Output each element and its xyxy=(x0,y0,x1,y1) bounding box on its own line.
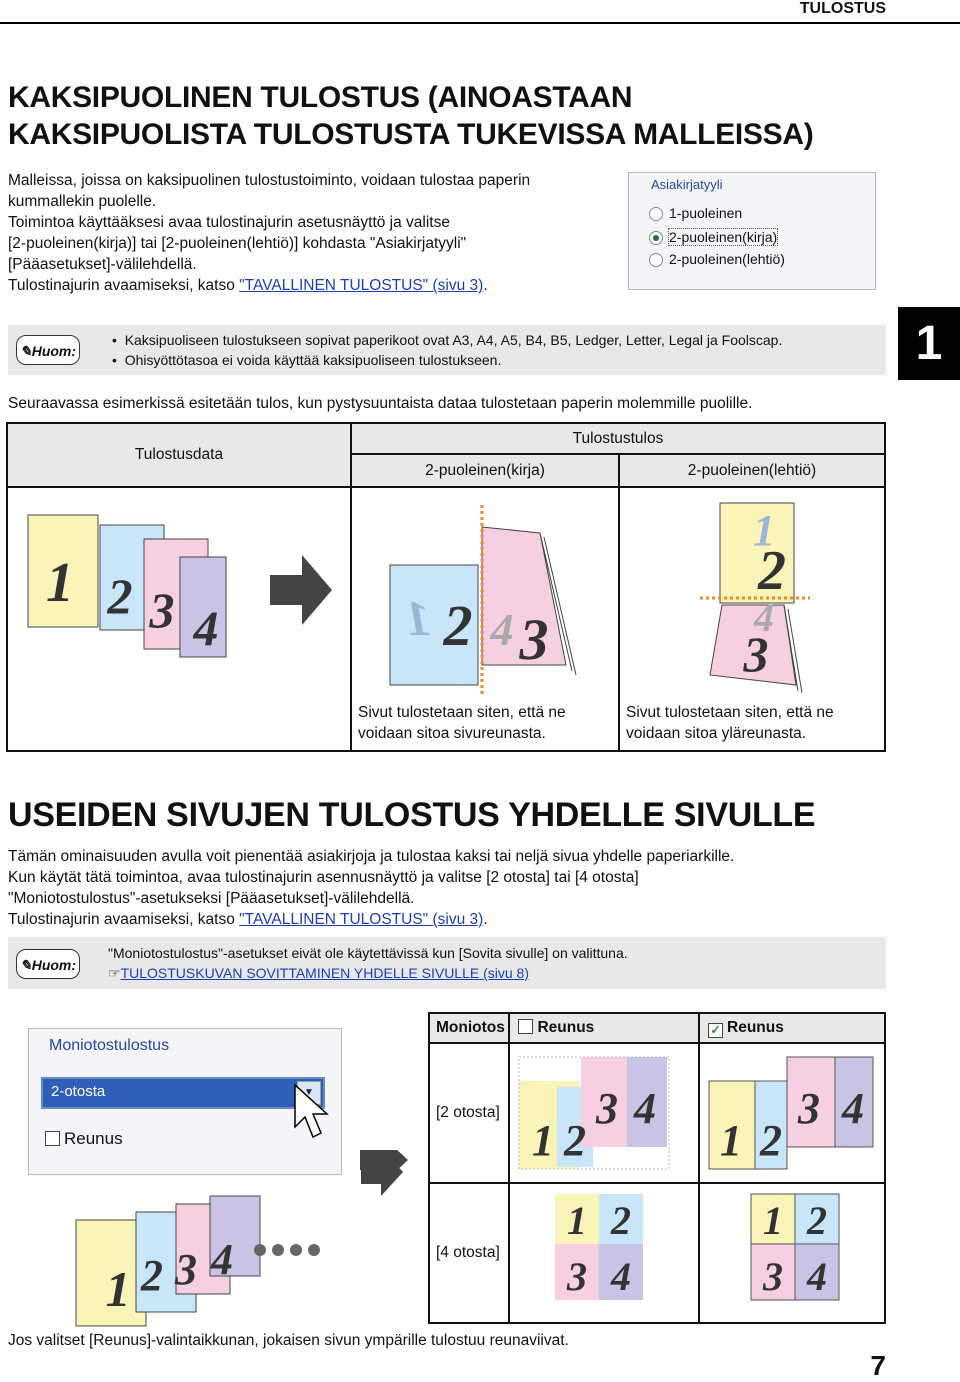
page-digit-1: 1 xyxy=(46,552,74,614)
duplex-title-line1: KAKSIPUOLINEN TULOSTUS (AINOASTAAN xyxy=(8,81,633,114)
svg-text:4: 4 xyxy=(211,1235,233,1284)
source-pages xyxy=(28,515,226,657)
caption-line: Sivut tulostetaan siten, että ne xyxy=(626,704,834,721)
svg-text:2: 2 xyxy=(141,1251,163,1300)
radio-two-sided-tablet[interactable] xyxy=(649,251,785,267)
two-up-no-border xyxy=(509,1043,699,1183)
checkbox-label: Reunus xyxy=(64,1129,123,1148)
nup-note-line: "Moniotostulostus"-asetukset eivät ole käytettävissä kun [Sovita sivulle] on valittuna. xyxy=(108,945,628,961)
nup-select[interactable] xyxy=(41,1077,325,1109)
col-n-up: Moniotos xyxy=(429,1013,509,1043)
note-bullet: • Ohisyöttötasoa ei voida käyttää kaksipuoliseen tulostukseen. xyxy=(112,352,502,368)
arrow-icon xyxy=(270,555,332,625)
page-digit-4: 4 xyxy=(193,600,219,656)
nup-note-ref xyxy=(108,963,628,983)
note-pencil-icon: ✎ xyxy=(19,343,32,359)
svg-text:3: 3 xyxy=(567,1253,588,1299)
book-result xyxy=(390,505,576,695)
note-badge-label: Huom: xyxy=(31,957,77,973)
four-up-no-border-preview xyxy=(511,1188,695,1314)
radio-icon xyxy=(649,253,663,267)
svg-text:2: 2 xyxy=(611,1197,632,1243)
arrow-icon xyxy=(355,1150,405,1200)
duplex-intro-line: [2-puoleinen(kirja)] tai [2-puoleinen(lehtiö)] kohdasta "Asiakirjatyyli" xyxy=(8,235,467,252)
svg-text:4: 4 xyxy=(754,595,774,640)
nup-note-box xyxy=(8,937,886,989)
caption-line: voidaan sitoa yläreunasta. xyxy=(626,725,807,742)
svg-text:1: 1 xyxy=(532,1115,555,1165)
svg-text:4: 4 xyxy=(490,604,514,655)
nup-note-text xyxy=(108,943,628,983)
open-prefix: Tulostinajurin avaamiseksi, katso xyxy=(8,277,240,294)
svg-text:1: 1 xyxy=(405,590,431,646)
nup-dialog-title: Moniotostulostus xyxy=(49,1037,170,1054)
open-suffix: . xyxy=(483,277,488,294)
page-digit-3: 3 xyxy=(149,582,175,638)
nup-select-value: 2-otosta xyxy=(51,1083,106,1100)
duplex-intro-line: [Pääasetukset]-välilehdellä. xyxy=(8,256,197,273)
normal-printing-link[interactable]: "TAVALLINEN TULOSTUS" (sivu 3) xyxy=(239,911,484,928)
svg-text:4: 4 xyxy=(634,1083,657,1133)
col-print-result: Tulostustulos xyxy=(351,423,885,454)
nup-intro xyxy=(8,846,888,930)
svg-text:3: 3 xyxy=(798,1083,820,1133)
note-bullet: • Kaksipuoliseen tulostukseen sopivat paperikoot ovat A3, A4, A5, B4, B5, Ledger, Letter, Legal ja Foolscap. xyxy=(112,332,783,348)
svg-text:3: 3 xyxy=(763,1253,783,1299)
svg-text:2: 2 xyxy=(760,1115,782,1165)
radio-label: 2-puoleinen(lehtiö) xyxy=(669,251,785,267)
nup-source-pages xyxy=(20,1140,370,1340)
duplex-illustration xyxy=(20,495,890,695)
header-rule xyxy=(0,22,960,24)
svg-text:2: 2 xyxy=(564,1115,587,1165)
two-up-no-border-preview xyxy=(511,1051,695,1171)
duplex-title-line2: KAKSIPUOLISTA TULOSTUSTA TUKEVISSA MALLEISSA) xyxy=(8,118,814,151)
nup-intro-line: Tämän ominaisuuden avulla voit pienentää asiakirjoja ja tulostaa kaksi tai neljä sivua yhdelle paperiarkille. xyxy=(8,848,735,865)
nup-intro-line: Kun käytät tätä toimintoa, avaa tulostinajurin asennusnäyttö ja valitse [2 otosta] tai [4 otosta] xyxy=(8,869,639,886)
col-border-on xyxy=(699,1013,885,1043)
duplex-intro xyxy=(8,170,618,296)
chapter-tab: 1 xyxy=(898,307,960,380)
radio-icon xyxy=(649,207,663,221)
fit-to-page-link[interactable]: TULOSTUSKUVAN SOVITTAMINEN YHDELLE SIVULLE (sivu 8) xyxy=(120,965,529,981)
svg-text:1: 1 xyxy=(720,1115,742,1165)
row-4-up: [4 otosta] xyxy=(429,1183,509,1323)
radio-one-sided[interactable] xyxy=(649,205,742,221)
svg-text:1: 1 xyxy=(567,1197,588,1243)
example-text: Seuraavassa esimerkissä esitetään tulos, kun pystysuuntaista dataa tulostetaan paperin molemmille puolille. xyxy=(8,395,753,412)
duplex-intro-line: Toimintoa käyttääksesi avaa tulostinajurin asetusnäyttö ja valitse xyxy=(8,214,450,231)
col-border-off xyxy=(509,1013,699,1043)
svg-text:4: 4 xyxy=(842,1083,864,1133)
radio-label: 2-puoleinen(kirja) xyxy=(669,229,778,245)
col-two-sided-tablet: 2-puoleinen(lehtiö) xyxy=(619,454,885,487)
tablet-digit-2: 2 xyxy=(758,540,786,602)
open-prefix: Tulostinajurin avaamiseksi, katso xyxy=(8,911,240,928)
tablet-result xyxy=(700,503,810,693)
svg-text:3: 3 xyxy=(596,1083,619,1133)
svg-text:1: 1 xyxy=(105,1261,131,1317)
four-up-no-border xyxy=(509,1183,699,1323)
section-header: TULOSTUS xyxy=(799,0,886,17)
nup-open-instruction xyxy=(8,909,888,930)
caption-line: Sivut tulostetaan siten, että ne xyxy=(358,704,566,721)
duplex-open-instruction xyxy=(8,275,618,296)
duplex-intro-line: Malleissa, joissa on kaksipuolinen tulostustoiminto, voidaan tulostaa paperin xyxy=(8,172,531,189)
note-bullet-text: Ohisyöttötasoa ei voida käyttää kaksipuoliseen tulostukseen. xyxy=(124,352,502,368)
row-2-up: [2 otosta] xyxy=(429,1043,509,1183)
checkbox-icon xyxy=(518,1019,533,1034)
col-two-sided-book: 2-puoleinen(kirja) xyxy=(351,454,619,487)
note-pencil-icon: ✎ xyxy=(19,957,32,973)
col-print-data: Tulostusdata xyxy=(7,423,351,487)
document-style-title: Asiakirjatyyli xyxy=(651,177,723,192)
radio-label: 1-puoleinen xyxy=(669,205,743,221)
note-badge-label: Huom: xyxy=(31,343,77,359)
checkbox-checked-icon: ✓ xyxy=(708,1023,723,1038)
radio-selected-icon xyxy=(649,231,663,245)
svg-text:1: 1 xyxy=(753,506,775,555)
four-up-border xyxy=(699,1183,885,1323)
four-up-border-preview xyxy=(701,1188,883,1314)
nup-intro-line: "Moniotostulostus"-asetukseksi [Pääasetukset]-välilehdellä. xyxy=(8,890,415,907)
tablet-digit-3: 3 xyxy=(743,626,769,682)
svg-text:3: 3 xyxy=(175,1245,197,1294)
book-digit-2: 2 xyxy=(443,593,473,658)
svg-text:2: 2 xyxy=(807,1197,827,1243)
two-up-border xyxy=(699,1043,885,1183)
document-style-panel xyxy=(628,172,876,290)
note-badge xyxy=(16,335,80,365)
open-suffix: . xyxy=(483,911,488,928)
note-badge xyxy=(16,949,80,979)
caption-line: voidaan sitoa sivureunasta. xyxy=(358,725,546,742)
svg-text:4: 4 xyxy=(611,1253,632,1299)
reference-hand-icon: ☞ xyxy=(108,965,121,981)
page-digit-2: 2 xyxy=(107,568,133,624)
book-digit-3: 3 xyxy=(519,607,549,672)
svg-text:4: 4 xyxy=(807,1253,827,1299)
nup-title: USEIDEN SIVUJEN TULOSTUS YHDELLE SIVULLE xyxy=(8,796,816,834)
page-number: 7 xyxy=(870,1350,886,1381)
normal-printing-link[interactable]: "TAVALLINEN TULOSTUS" (sivu 3) xyxy=(239,277,484,294)
note-bullet-text: Kaksipuoliseen tulostukseen sopivat paperikoot ovat A3, A4, A5, B4, B5, Ledger, Letter, Legal ja Foolscap. xyxy=(124,332,783,348)
nup-table xyxy=(428,1012,886,1324)
note-box xyxy=(8,325,886,375)
note-list xyxy=(112,330,782,370)
duplex-intro-line: kummallekin puolelle. xyxy=(8,193,157,210)
nup-footer-note: Jos valitset [Reunus]-valintaikkunan, jokaisen sivun ympärille tulostuu reunaviivat. xyxy=(8,1332,569,1349)
col-border-off-label: Reunus xyxy=(537,1019,595,1036)
svg-text:1: 1 xyxy=(763,1197,783,1243)
two-up-border-preview xyxy=(701,1051,883,1171)
radio-two-sided-book[interactable] xyxy=(649,229,777,245)
col-border-on-label: Reunus xyxy=(727,1018,784,1036)
chevron-down-icon[interactable]: ▼ xyxy=(297,1081,321,1105)
